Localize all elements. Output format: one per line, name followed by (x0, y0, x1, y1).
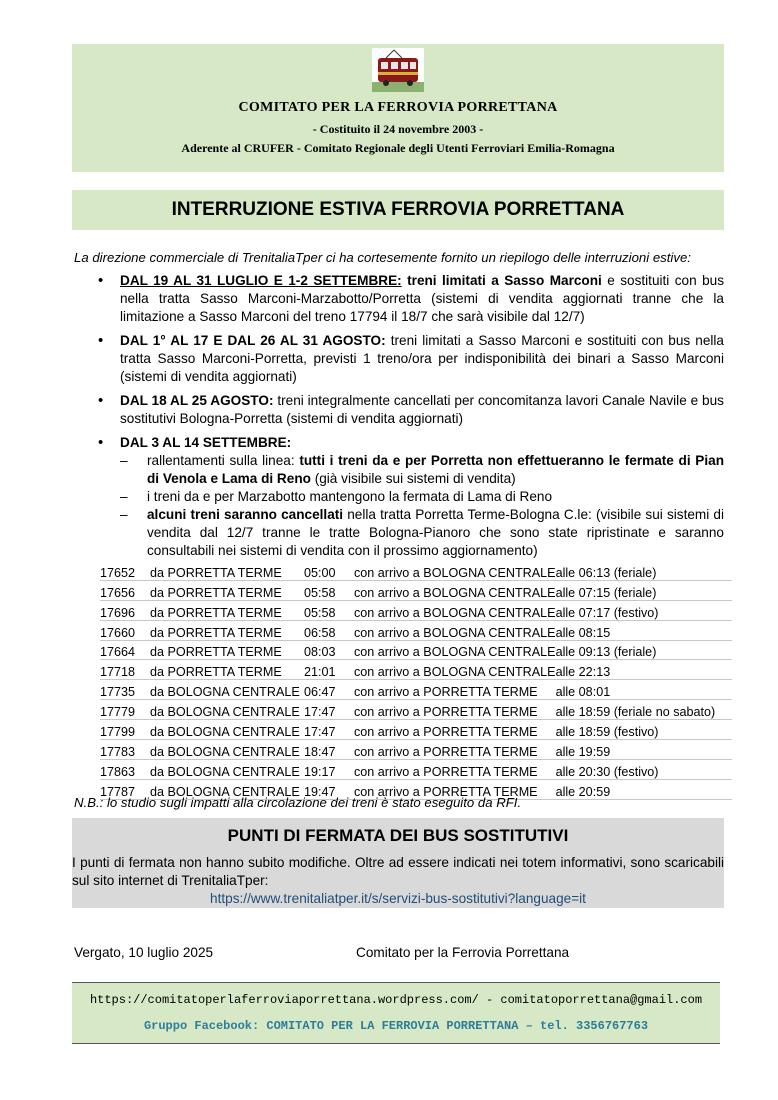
train-destination: con arrivo a BOLOGNA CENTRALE (354, 660, 556, 680)
train-arrival: alle 22:13 (556, 660, 732, 680)
train-number: 17783 (100, 740, 150, 760)
table-row (100, 759, 732, 779)
table-row (100, 720, 732, 740)
train-destination: con arrivo a PORRETTA TERME (354, 740, 556, 760)
train-destination: con arrivo a PORRETTA TERME (354, 720, 556, 740)
train-origin: da PORRETTA TERME (150, 600, 304, 620)
train-destination: con arrivo a BOLOGNA CENTRALE (354, 580, 556, 600)
table-row (100, 740, 732, 760)
page-title: INTERRUZIONE ESTIVA FERROVIA PORRETTANA (72, 190, 724, 230)
train-origin: da BOLOGNA CENTRALE (150, 700, 304, 720)
train-departure: 17:47 (304, 700, 354, 720)
footer-facebook: Gruppo Facebook: COMITATO PER LA FERROVIA PORRETTANA – tel. 3356767763 (143, 1019, 649, 1033)
train-origin: da BOLOGNA CENTRALE (150, 759, 304, 779)
train-departure: 05:00 (304, 561, 354, 580)
train-arrival: alle 07:17 (festivo) (556, 600, 732, 620)
train-destination: con arrivo a BOLOGNA CENTRALE (354, 620, 556, 640)
sub-list (120, 452, 724, 560)
train-origin: da BOLOGNA CENTRALE (150, 740, 304, 760)
cancelled-trains-table (100, 561, 732, 800)
org-name: COMITATO PER LA FERROVIA PORRETTANA (238, 100, 558, 115)
sub-item-text: i treni da e per Marzabotto mantengono la fermata di Lama di Reno (147, 489, 553, 504)
train-arrival: alle 08:01 (556, 680, 732, 700)
train-arrival: alle 20:30 (festivo) (556, 759, 732, 779)
train-arrival: alle 19:59 (556, 740, 732, 760)
item-text: e sostituiti con bus nella tratta Sasso Marconi-Marzabotto/Porretta (sistemi di vendita aggiornati tranne che la limitazione a Sasso Marconi del treno 17794 il 18/7 che sarà visibile dal 12/7) (120, 273, 725, 324)
bus-section (72, 818, 724, 908)
train-departure: 21:01 (304, 660, 354, 680)
train-number: 17660 (100, 620, 150, 640)
train-number: 17787 (100, 779, 150, 799)
list-item (98, 272, 724, 326)
sub-item-text: nella tratta Porretta Terme-Bologna C.le: (visibile sui sistemi di vendita dal 12/7 tranne le tratte Bologna-Pianoro che sono state ripristinate e saranno consultabili nei sistemi di vendita con il prossimo aggiornamento) (147, 507, 724, 558)
train-origin: da BOLOGNA CENTRALE (150, 680, 304, 700)
train-number: 17735 (100, 680, 150, 700)
item-heading: DAL 18 AL 25 AGOSTO: (120, 393, 274, 408)
table-row (100, 600, 732, 620)
train-number: 17863 (100, 759, 150, 779)
train-departure: 08:03 (304, 640, 354, 660)
train-number: 17652 (100, 561, 150, 580)
train-arrival: alle 07:15 (feriale) (556, 580, 732, 600)
intro-text: La direzione commerciale di TrenitaliaTper ci ha cortesemente fornito un riepilogo delle interruzioni estive: (74, 250, 691, 265)
train-arrival: alle 06:13 (feriale) (556, 561, 732, 580)
train-departure: 18:47 (304, 740, 354, 760)
bus-link[interactable]: https://www.trenitaliatper.it/s/servizi-bus-sostitutivi?language=it (210, 891, 586, 906)
train-departure: 05:58 (304, 600, 354, 620)
train-destination: con arrivo a BOLOGNA CENTRALE (354, 561, 556, 580)
train-departure: 05:58 (304, 580, 354, 600)
train-arrival: alle 18:59 (festivo) (556, 720, 732, 740)
train-number: 17799 (100, 720, 150, 740)
signature-date: Vergato, 10 luglio 2025 (74, 945, 214, 960)
sub-item-bold: alcuni treni saranno cancellati (147, 507, 344, 522)
train-departure: 17:47 (304, 720, 354, 740)
train-destination: con arrivo a PORRETTA TERME (354, 680, 556, 700)
sub-item-bold: tutti i treni da e per Porretta non effettueranno le fermate di Pian di Venola e Lama di Reno (147, 453, 724, 486)
header-box (72, 44, 724, 172)
train-arrival: alle 18:59 (feriale no sabato) (556, 700, 732, 720)
item-heading: DAL 19 AL 31 LUGLIO E 1-2 SETTEMBRE: (120, 273, 402, 288)
list-item (98, 392, 724, 428)
train-number: 17718 (100, 660, 150, 680)
train-number: 17696 (100, 600, 150, 620)
train-destination: con arrivo a BOLOGNA CENTRALE (354, 600, 556, 620)
train-number: 17656 (100, 580, 150, 600)
list-item (98, 332, 724, 386)
footer-box (72, 982, 720, 1044)
item-bold: treni limitati a Sasso Marconi (407, 273, 602, 288)
train-origin: da PORRETTA TERME (150, 660, 304, 680)
table-row (100, 680, 732, 700)
founded-line: - Costituito il 24 novembre 2003 - (312, 122, 484, 136)
table-row (100, 660, 732, 680)
item-text: treni integralmente cancellati per concomitanza lavori Canale Navile e bus sostitutivi Bologna-Porretta (sistemi di vendita aggiornati) (120, 393, 724, 426)
train-departure: 06:47 (304, 680, 354, 700)
table-row (100, 640, 732, 660)
signature-org: Comitato per la Ferrovia Porrettana (356, 945, 570, 960)
table-row (100, 580, 732, 600)
affiliation-line: Aderente al CRUFER - Comitato Regionale degli Utenti Ferroviari Emilia-Romagna (181, 141, 615, 155)
train-departure: 19:17 (304, 759, 354, 779)
sub-item (120, 506, 724, 560)
train-departure: 06:58 (304, 620, 354, 640)
train-destination: con arrivo a PORRETTA TERME (354, 779, 556, 799)
table-row (100, 620, 732, 640)
train-origin: da PORRETTA TERME (150, 561, 304, 580)
note: N.B.: lo studio sugli impatti alla circolazione dei treni è stato eseguito da RFI. (74, 795, 522, 810)
train-arrival: alle 08:15 (556, 620, 732, 640)
footer-links[interactable]: https://comitatoperlaferroviaporrettana.wordpress.com/ - comitatoporrettana@gmail.com (89, 993, 703, 1007)
item-heading: DAL 1° AL 17 E DAL 26 AL 31 AGOSTO: (120, 333, 386, 348)
sub-item (120, 488, 724, 506)
table-row (100, 561, 732, 580)
train-origin: da PORRETTA TERME (150, 620, 304, 640)
train-number: 17664 (100, 640, 150, 660)
interruption-list (98, 272, 724, 566)
sub-item-text: rallentamenti sulla linea: (147, 453, 300, 468)
train-destination: con arrivo a BOLOGNA CENTRALE (354, 640, 556, 660)
train-destination: con arrivo a PORRETTA TERME (354, 759, 556, 779)
train-number: 17779 (100, 700, 150, 720)
sub-item-text: (già visibile sui sistemi di vendita) (310, 471, 516, 486)
train-departure: 19:47 (304, 779, 354, 799)
train-destination: con arrivo a PORRETTA TERME (354, 700, 556, 720)
list-item (98, 434, 724, 560)
bus-text: I punti di fermata non hanno subito modifiche. Oltre ad essere indicati nei totem informativi, sono scaricabili sul sito internet di TrenitaliaTper: (72, 855, 724, 888)
train-icon (372, 48, 424, 92)
table-row (100, 700, 732, 720)
train-origin: da BOLOGNA CENTRALE (150, 779, 304, 799)
sub-item (120, 452, 724, 488)
train-arrival: alle 09:13 (feriale) (556, 640, 732, 660)
bus-heading: PUNTI DI FERMATA DEI BUS SOSTITUTIVI (227, 826, 569, 845)
train-origin: da PORRETTA TERME (150, 580, 304, 600)
train-origin: da BOLOGNA CENTRALE (150, 720, 304, 740)
item-text: treni limitati a Sasso Marconi e sostituiti con bus nella tratta Sasso Marconi-Porretta, previsti 1 treno/ora per indisponibilità dei binari a Sasso Marconi (sistemi di vendita aggiornati) (120, 333, 724, 384)
train-arrival: alle 20:59 (556, 779, 732, 799)
train-origin: da PORRETTA TERME (150, 640, 304, 660)
item-heading: DAL 3 AL 14 SETTEMBRE: (120, 435, 292, 450)
